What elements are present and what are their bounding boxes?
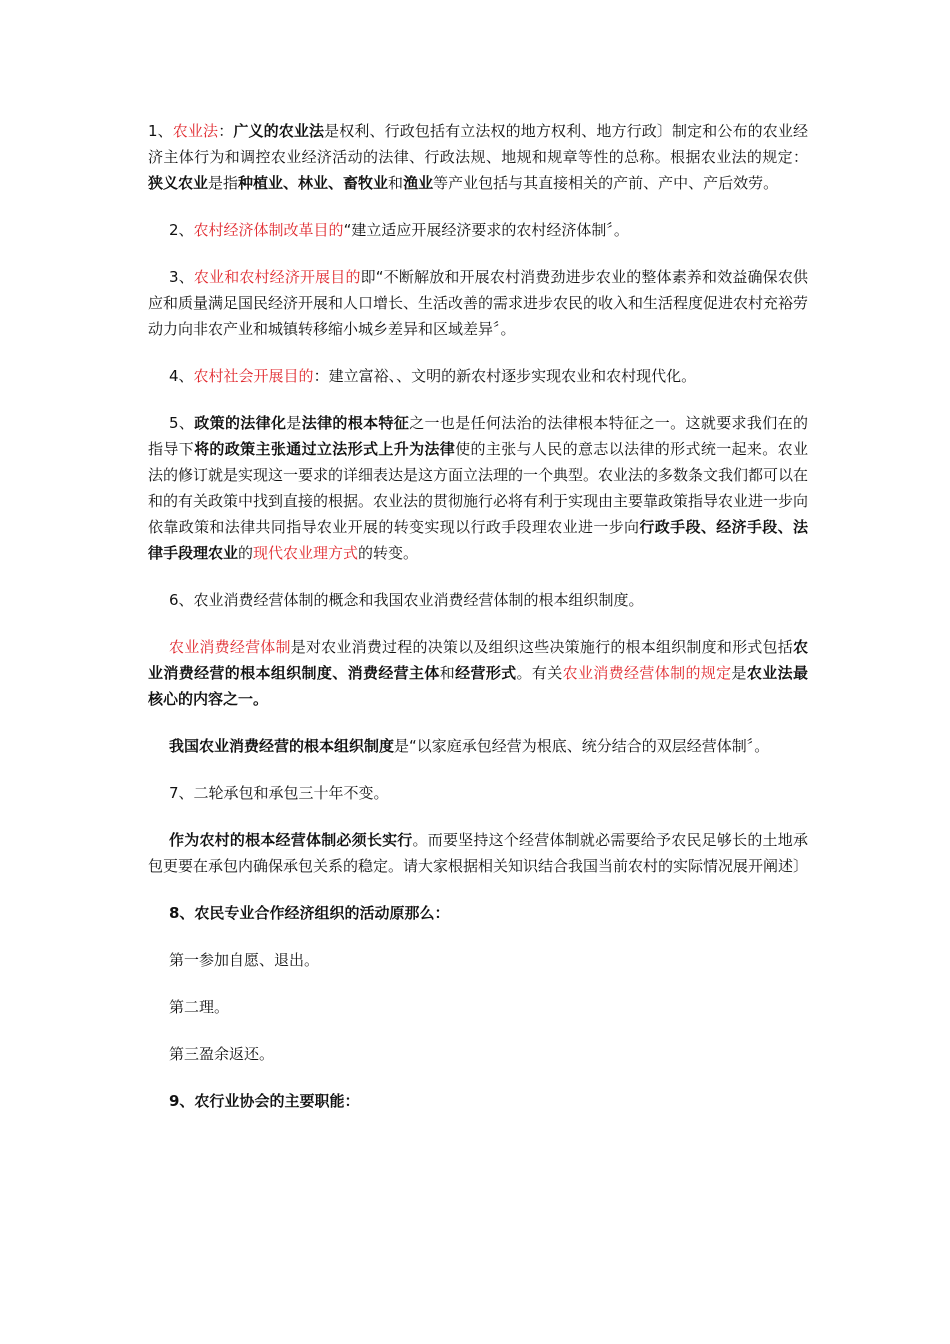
text-run: 3、 xyxy=(169,268,194,286)
text-run: 是对农业消费过程的决策以及组织这些决策施行的根本组织制度和形式包括 xyxy=(290,638,793,656)
bold-text: 行政手段、经济手段、法律手段理农业 xyxy=(148,518,808,562)
text-run: 和 xyxy=(388,174,404,192)
text-run: 是 xyxy=(286,414,302,432)
text-run: ：建立富裕、、文明的新农村逐步实现农业和农村现代化。 xyxy=(313,367,697,385)
highlighted-term: 农业消费经营体制 xyxy=(169,638,291,656)
text-run: 第二理。 xyxy=(169,998,230,1016)
paragraph-3 xyxy=(148,264,808,342)
text-run: 第三盈余返还。 xyxy=(169,1045,275,1063)
paragraph-1 xyxy=(148,118,808,196)
paragraph-11 xyxy=(148,900,808,926)
paragraph-8 xyxy=(148,733,808,759)
text-run: 即“不断解放和开展农村消费劲进步农业的整体素养和效益确保农供应和质量满足国民经济开展和人口增长、生活改善的需求进步农民的收入和生活程度促进农村充裕劳动力向非农产业和城镇转移缩小城乡差异和区域差异〞。 xyxy=(148,268,809,338)
text-run: 1、 xyxy=(148,122,173,140)
text-run: 使的主张与人民的意志以法律的形式统一起来。农业法的修订就是实现这一要求的详细表达是这方面立法理的一个典型。农业法的多数条文我们都可以在和的有关政策中找到直接的根据。农业法的贯彻施行必将有利于实现由主要靠政策指导农业进一步向依靠政策和法律共同指导农业开展的转变实现以行政手段理农业进一步向 xyxy=(148,440,809,536)
paragraph-4 xyxy=(148,363,808,389)
bold-text: 将的政策主张通过立法形式上升为法律 xyxy=(194,440,456,458)
text-run: 7、二轮承包和承包三十年不变。 xyxy=(169,784,389,802)
highlighted-term: 现代农业理方式 xyxy=(253,544,359,562)
text-run: 等产业包括与其直接相关的产前、产中、产后效劳。 xyxy=(433,174,779,192)
paragraph-9 xyxy=(148,780,808,806)
text-run: 是指 xyxy=(208,174,239,192)
text-run: 第一参加自愿、退出。 xyxy=(169,951,320,969)
text-run: 5、 xyxy=(169,414,195,432)
text-run: 的 xyxy=(238,544,254,562)
highlighted-term: 农业和农村经济开展目的 xyxy=(193,268,361,286)
bold-text: 政策的法律化 xyxy=(194,414,287,432)
paragraph-10 xyxy=(148,827,808,879)
highlighted-term: 农村社会开展目的 xyxy=(193,367,314,385)
bold-text: 农业法最核心的内容之一。 xyxy=(148,664,808,708)
highlighted-term: 农业法 xyxy=(172,122,219,140)
bold-text: 我国农业消费经营的根本组织制度 xyxy=(169,737,395,755)
paragraph-15 xyxy=(148,1088,808,1114)
text-run: 是“以家庭承包经营为根底、统分结合的双层经营体制〞。 xyxy=(394,737,770,755)
text-run: 2、 xyxy=(169,221,194,239)
text-run: 。而要坚持这个经营体制就必需要给予农民足够长的土地承包更要在承包内确保承包关系的稳定。请大家根据相关知识结合我国当前农村的实际情况展开阐述〕 xyxy=(148,831,809,875)
paragraph-5 xyxy=(148,410,808,566)
bold-text: 渔业 xyxy=(403,174,434,192)
highlighted-term: 农村经济体制改革目的 xyxy=(193,221,344,239)
paragraph-6 xyxy=(148,587,808,613)
text-run: 的转变。 xyxy=(358,544,419,562)
bold-text: 经营形式 xyxy=(455,664,517,682)
paragraph-7 xyxy=(148,634,808,712)
text-run: 是 xyxy=(731,664,747,682)
text-run: 。有关 xyxy=(516,664,563,682)
text-run: 和 xyxy=(439,664,456,682)
bold-text: 农业消费经营的根本组织制度、消费经营主体 xyxy=(148,638,808,682)
bold-text: 狭义农业 xyxy=(148,174,209,192)
bold-text: 广义的农业法 xyxy=(233,122,325,140)
paragraph-12 xyxy=(148,947,808,973)
text-run: 6、农业消费经营体制的概念和我国农业消费经营体制的根本组织制度。 xyxy=(169,591,644,609)
bold-text: 法律的根本特征 xyxy=(301,414,410,432)
text-run: 之一也是任何法治的法律根本特征之一。这就要求我们在的指导下 xyxy=(148,414,808,458)
paragraph-14 xyxy=(148,1041,808,1067)
bold-text: 8、农民专业合作经济组织的活动原那么： xyxy=(169,904,450,922)
text-run: “建立适应开展经济要求的农村经济体制〞。 xyxy=(343,221,629,239)
highlighted-term: 农业消费经营体制的规定 xyxy=(562,664,732,682)
text-run: 是权利、行政包括有立法权的地方权利、地方行政〕制定和公布的农业经济主体行为和调控农业经济活动的法律、行政法规、地规和规章等性的总称。根据农业法的规定： xyxy=(148,122,808,166)
bold-text: 9、农行业协会的主要职能： xyxy=(169,1092,360,1110)
paragraph-2 xyxy=(148,217,808,243)
text-run: ： xyxy=(218,122,234,140)
bold-text: 种植业、林业、畜牧业 xyxy=(238,174,389,192)
bold-text: 作为农村的根本经营体制必须长实行 xyxy=(169,831,413,849)
paragraph-13 xyxy=(148,994,808,1020)
text-run: 4、 xyxy=(169,367,194,385)
document-body xyxy=(148,118,808,1135)
